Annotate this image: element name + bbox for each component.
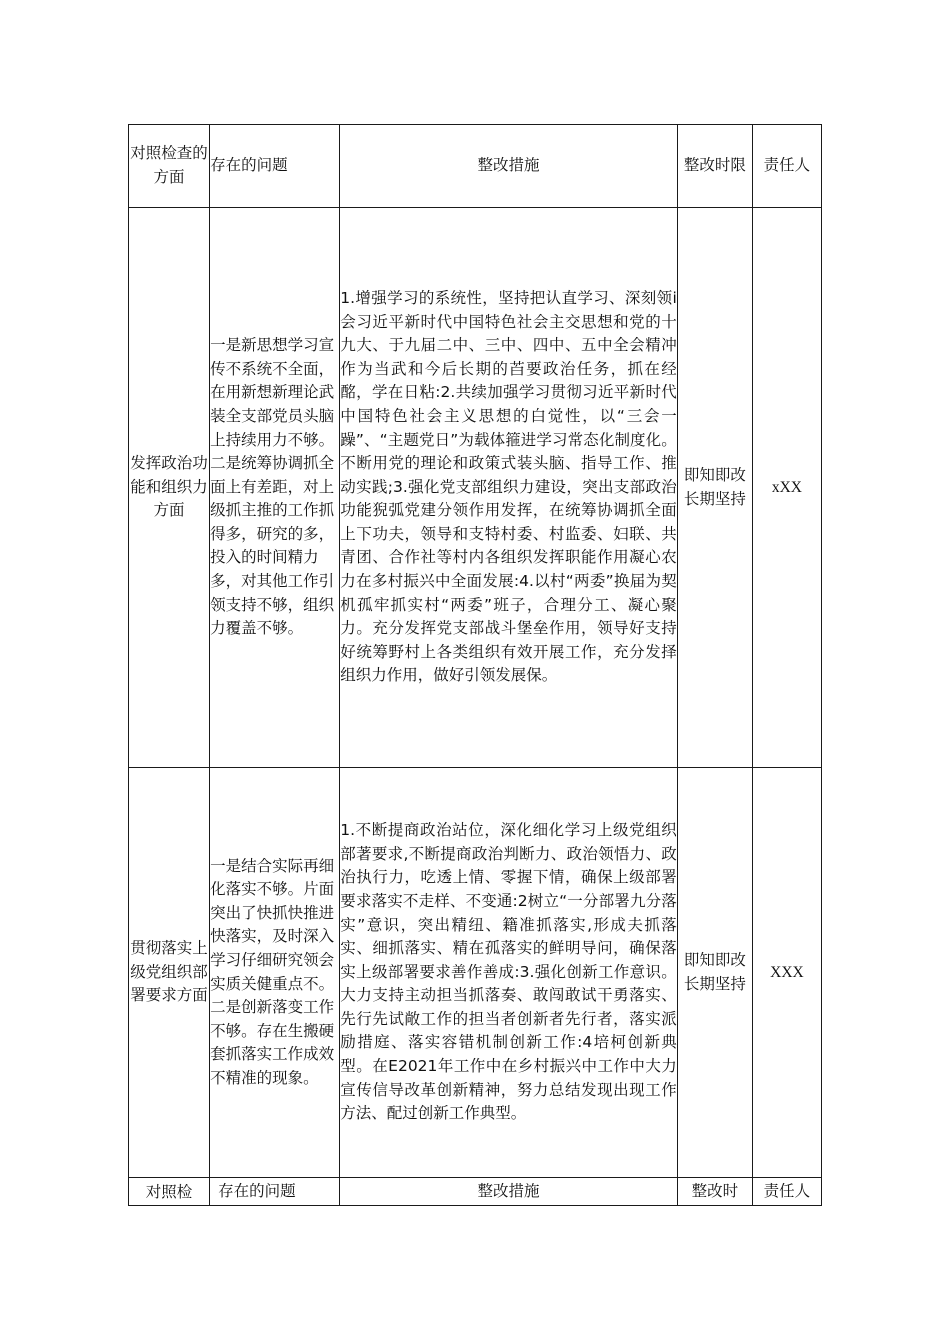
- row-measure: 1.增强学习的系统性，坚持把认直学习、深刻领i会习近平新时代中国特色社会主交思想和党的十九大、于九届二中、三中、四中、五中全会精冲作为当武和今后长期的苩要政治任务，抓在经酩，学在日粘:2.共续加强学习贯彻习近平新时代中国特色社会主义思想的白觉性，以“三会一躁”、“主题党日”为载体箍进学习常态化制度化。不断用党的理论和政策式装头脑、指导工作、推动实践;3.强化党支部组织力建设，突出支部政治功能猊弧党建分领作用发挥，在统筹协调抓全面上下功夫，领导和支特村委、村监委、妇联、共青团、合作社等村内各组织发挥职能作用凝心农力在多村振兴中全面发展:4.以村“两委”换届为契机孤牢抓实村“两委”班子，合理分工、凝心聚力。充分发挥党支部战斗堡垒作用，领导好支持好统筹野村上各类组织有效开展工作，充分发择组织力作用，做好引领发展保。: [340, 208, 677, 768]
- row-owner: xXX: [752, 208, 821, 768]
- footer-measure: 整改措施: [340, 1178, 677, 1206]
- header-time-limit: 整改时限: [677, 125, 752, 208]
- row-measure: 1.不断提商政治站位，深化细化学习上级党组织部著要求,不断提商政治判断力、政治领悟力、政治执行力，吃透上情、零握下情，确保上级部署要求落实不走样、不变通:2树立“一分部署九分落实”意识，突出精纽、籍准抓落实,形成夫抓落实、细抓落实、精在孤落实的鲜明导问，确保落实上级部署要求善作善成:3.强化创新工作意识。大力支持主动担当抓落奏、敢闯敢试干勇落实、先行先试敞工作的担当者创新者先行者，落实派励措庭、落实容错机制创新工作:4培柯创新典型。在E2021年工作中在乡村振兴中工作中大力宣传信导改革创新精神，努力总结发现出现工作方法、配过创新工作典型。: [340, 768, 677, 1178]
- table-row: [129, 768, 822, 1178]
- header-problem: 存在的问题: [210, 125, 340, 208]
- footer-aspect: 对照检: [129, 1178, 210, 1206]
- footer-owner: 责任人: [752, 1178, 821, 1206]
- footer-time-limit: 整改时: [677, 1178, 752, 1206]
- row-aspect: 发挥政治功能和组织力方面: [129, 208, 210, 768]
- table-row: [129, 208, 822, 768]
- header-owner: 责任人: [752, 125, 821, 208]
- row-problem: 一是新思想学习宣传不系统不全面，在用新想新理论武装全支部党员头脑上持续用力不够。二是统筹协调抓全面上有差距，对上级抓主推的工作抓得多，研究的多，投入的时间精力多，对其他工作引领支持不够，组织力覆盖不够。: [210, 208, 340, 768]
- footer-problem: 存在的问题: [210, 1178, 340, 1206]
- row-owner: XXX: [752, 768, 821, 1178]
- row-time-limit: 即知即改长期坚持: [677, 768, 752, 1178]
- header-measure: 整改措施: [340, 125, 677, 208]
- table-header-row: [129, 125, 822, 208]
- row-problem: 一是结合实际再细化落实不够。片面突出了快抓快推进快落实，及时深入学习仔细研究领会实质关健重点不。二是创新落变工作不够。存在生搬硬套抓落实工作成效不精准的现象。: [210, 768, 340, 1178]
- header-aspect: 对照检查的方面: [129, 125, 210, 208]
- rectification-table: [128, 124, 822, 1206]
- row-aspect: 贯彻落实上级党组织部署要求方面: [129, 768, 210, 1178]
- row-time-limit: 即知即改长期坚持: [677, 208, 752, 768]
- table-repeated-header-row: [129, 1178, 822, 1206]
